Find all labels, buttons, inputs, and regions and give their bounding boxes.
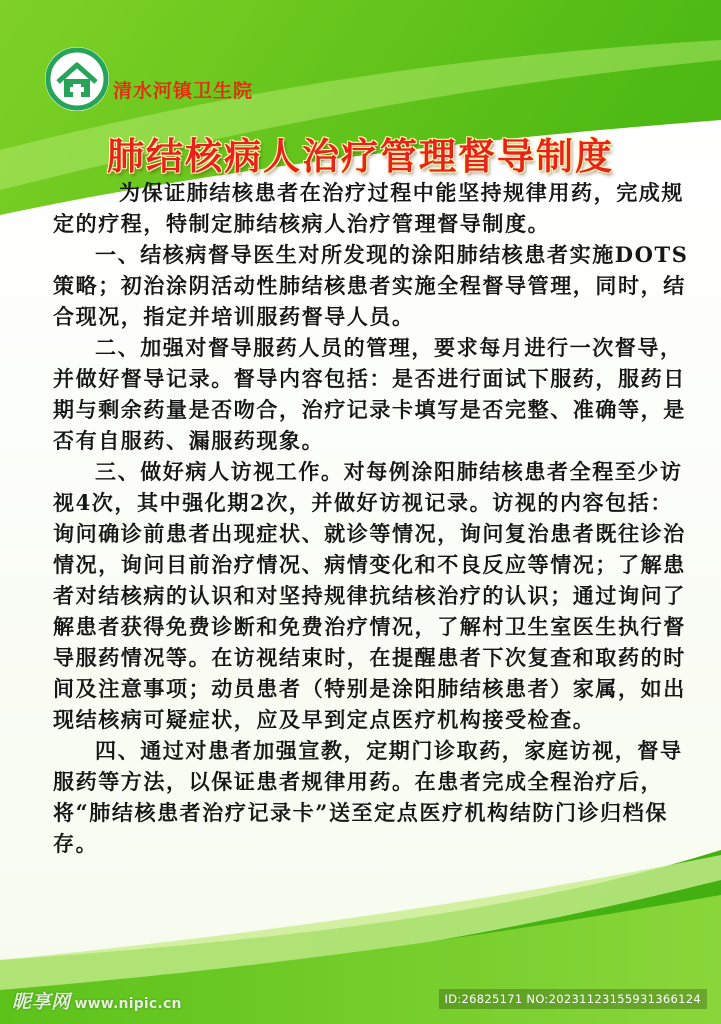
clause-three: 三、做好病人访视工作。对每例涂阳肺结核患者全程至少访视4次，其中强化期2次，并做好访视记录。访视的内容包括：询问确诊前患者出现症状、就诊等情况，询问复治患者既往诊治情况，询问目前治疗情况、病情变化和不良反应等情况；了解患者对结核病的认识和对坚持规律抗结核治疗的认识；通过询问了解患者获得免费诊断和免费治疗情况，了解村卫生室医生执行督导服药情况等。在访视结束时，在提醒患者下次复查和取药的时间及注意事项；动员患者（特别是涂阳肺结核患者）家属，如出现结核病可疑症状，应及早到定点医疗机构接受检查。 xyxy=(53,459,686,732)
watermark-url: www.nipic.cn xyxy=(74,996,182,1012)
clause-four: 四、通过对患者加强宣教，定期门诊取药，家庭访视，督导服药等方法，以保证患者规律用药。在患者完成全程治疗后，将“肺结核患者治疗记录卡”送至定点医疗机构结防门诊归档保存。 xyxy=(53,738,683,856)
watermark-brand xyxy=(12,987,182,1014)
org-name: 清水河镇卫生院 xyxy=(113,80,254,102)
hospital-logo xyxy=(44,46,110,112)
watermark-id: ID:26825171 NO:20231123155931366124 xyxy=(439,989,707,1009)
clause-two: 二、加强对督导服药人员的管理，要求每月进行一次督导，并做好督导记录。督导内容包括：是否进行面试下服药，服药日期与剩余药量是否吻合，治疗记录卡填写是否完整、准确等，是否有自服药、漏服药现象。 xyxy=(53,335,686,453)
watermark-brand-name: 昵享网 xyxy=(12,991,71,1013)
page-title: 肺结核病人治疗管理督导制度 xyxy=(107,134,614,178)
intro-paragraph: 为保证肺结核患者在治疗过程中能坚持规律用药，完成规定的疗程，特制定肺结核病人治疗管理督导制度。 xyxy=(53,180,684,236)
policy-body xyxy=(53,177,693,859)
clause-one: 一、结核病督导医生对所发现的涂阳肺结核患者实施DOTS策略；初治涂阴活动性肺结核患者实施全程督导管理，同时，结合现况，指定并培训服药督导人员。 xyxy=(53,242,689,329)
